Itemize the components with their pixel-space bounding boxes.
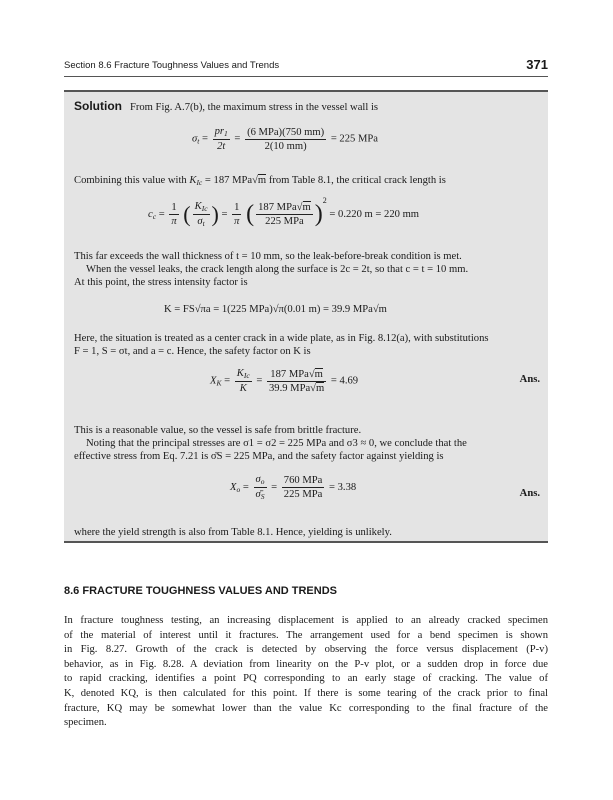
solution-intro — [74, 100, 378, 114]
eq4-lhs-sub: K — [216, 378, 222, 388]
eq2-k-sub: Ic — [201, 204, 208, 214]
body-line-5: to rapid cracking, identifies a point PQ corresponding to an early stage of cracking. The value of — [64, 673, 548, 685]
combine-pre: Combining this value with — [74, 175, 190, 186]
page-number: 371 — [526, 57, 548, 72]
para2-line2: When the vessel leaks, the crack length along the surface is 2c = 2t, so that c = t = 10 mm. — [86, 264, 469, 275]
eq1-fraction-symbolic — [213, 126, 230, 152]
section-title: Section 8.6 Fracture Toughness Values and Trends — [64, 60, 280, 71]
equation-safety-factor-yield: $X_o$ = $\frac{\sigma_o}{\sigmā_S}$ = $\frac{\text{760 MPa}}{\text{225 MPa}}$ = 3.38 — [230, 474, 357, 501]
eq2-sigma: σ — [197, 216, 203, 228]
eq4-lhs: X — [210, 375, 217, 387]
eq5-den-sub: S — [260, 492, 265, 501]
eq1-den2: 2(10 mm) — [264, 140, 307, 152]
eq2-k: K — [194, 201, 202, 213]
eq2-lhs-sub: c — [152, 212, 157, 221]
combine-post: from Table 8.1, the critical crack length is — [266, 175, 446, 186]
para4-line2: Noting that the principal stresses are σ1 = σ2 = 225 MPa and σ3 ≈ 0, we conclude that the — [86, 438, 467, 449]
eq4-num-sub: Ic — [243, 371, 250, 380]
eq1-num-sub: 1 — [224, 129, 228, 138]
eq5-lhs-sub: o — [236, 484, 241, 494]
eq5-num-sub: o — [260, 477, 265, 486]
equation-critical-crack: $c_c$ = $\frac{1}{\pi}$ ( $\frac{K_{Ic}}{\sigma_t}$ ) = $\frac{1}{\pi}$ ( $\frac{\text{187 MPa√m}}{\text{225 MPa}}$ )$^2$ = 0.220 m = 220 mm — [148, 196, 420, 229]
eq1-den: 2t — [217, 141, 226, 152]
eq5-result: = 3.38 — [329, 481, 357, 493]
body-line-1: In fracture toughness testing, an increasing displacement is applied to an already cracked specimen — [64, 615, 548, 626]
para2-line1: This far exceeds the wall thickness of t = 10 mm, so the leak-before-break condition is met. — [74, 251, 462, 262]
eq2-one: 1 — [169, 202, 178, 215]
eq2-den2: 225 MPa — [265, 216, 304, 228]
eq4-den: K — [239, 383, 247, 394]
section-heading: 8.6 FRACTURE TOUGHNESS VALUES AND TRENDS — [64, 585, 337, 597]
answer-label-2: Ans. — [519, 488, 540, 499]
para3-line2: F = 1, S = σt, and a = c. Hence, the safety factor on K is — [74, 346, 311, 357]
eq4-num: K — [236, 368, 244, 379]
eq4-result: = 4.69 — [330, 375, 359, 387]
eq1-fraction-numeric — [245, 127, 326, 152]
eq2-result: = 0.220 m = 220 mm — [329, 209, 420, 220]
body-line-7: fracture, KQ may be somewhat lower than the value Kc corresponding to the final fracture of the — [64, 702, 548, 714]
para2-line3: At this point, the stress intensity factor is — [74, 277, 248, 288]
para4-line1: This is a reasonable value, so the vessel is safe from brittle fracture. — [74, 425, 362, 436]
solution-label: Solution — [74, 99, 122, 113]
eq2-exponent: 2 — [322, 196, 327, 205]
eq5-num2: 760 MPa — [283, 475, 323, 486]
eq2-lhs: c — [148, 209, 153, 220]
eq1-lhs-sub: t — [197, 136, 200, 146]
body-line-2: of the material of interest until it fractures. The arrangement used for a bend specimen is shown — [64, 629, 548, 641]
equation-hoop-stress: $\sigma_t$ = $\frac{pr_1}{2t}$ = $\frac{\text{(6 MPa)(750 mm)}}{2(10 mm)}$ = 225 MPa — [192, 126, 378, 152]
equation-stress-intensity: K = FS√πa = 1(225 MPa)√π(0.01 m) = 39.9 MPa√m — [164, 304, 387, 315]
eq2-num2: 187 MPa — [258, 202, 297, 214]
running-head — [64, 58, 548, 77]
combine-mid: = 187 MPa — [202, 175, 253, 186]
solution-box — [64, 90, 548, 543]
eq5-den2: 225 MPa — [283, 489, 323, 500]
section-body — [64, 614, 548, 731]
body-line-4: behavior, as in Fig. 8.28. A deviation from linearity on the P-v plot, or a sudden drop in force due — [64, 658, 548, 670]
closing-line: where the yield strength is also from Table 8.1. Hence, yielding is unlikely. — [74, 527, 392, 538]
solution-intro-text: From Fig. A.7(b), the maximum stress in the vessel wall is — [129, 102, 379, 113]
eq2-pi: π — [171, 216, 177, 228]
eq1-result: = 225 MPa — [330, 133, 378, 145]
combine-line: Combining this value with $K_{Ic} = 187$ MPa√m from Table 8.1, the critical crack length is — [74, 175, 446, 187]
eq5-num: σ — [255, 474, 261, 485]
eq1-lhs: σ — [192, 133, 198, 145]
eq4-den2: 39.9 MPa — [268, 382, 311, 394]
body-line-6: K, denoted KQ, is then calculated for this point. If there is some tearing of the crack prior to final — [64, 687, 548, 699]
body-line-3: in Fig. 8.27. Growth of the crack is detected by observing the force versus displacement (P-v) — [64, 644, 548, 656]
eq2-sigma-sub: t — [202, 219, 205, 229]
eq1-num: pr — [214, 126, 225, 137]
eq1-num2: (6 MPa)(750 mm) — [247, 126, 325, 138]
para4-line3: effective stress from Eq. 7.21 is σ̄S = 225 MPa, and the safety factor against yielding is — [74, 451, 444, 462]
eq5-lhs: X — [230, 481, 237, 493]
para3-line1: Here, the situation is treated as a center crack in a wide plate, as in Fig. 8.12(a), with substitutions — [74, 333, 489, 344]
body-line-8: specimen. — [64, 717, 107, 729]
answer-label-1: Ans. — [519, 374, 540, 385]
equation-safety-factor-k: $X_K$ = $\frac{K_{Ic}}{K}$ = $\frac{\text{187 MPa√m}}{\text{39.9 MPa√m}}$ = 4.69 — [210, 368, 359, 394]
eq5-den: σ̄ — [255, 489, 261, 500]
eq4-num2: 187 MPa — [270, 368, 309, 380]
